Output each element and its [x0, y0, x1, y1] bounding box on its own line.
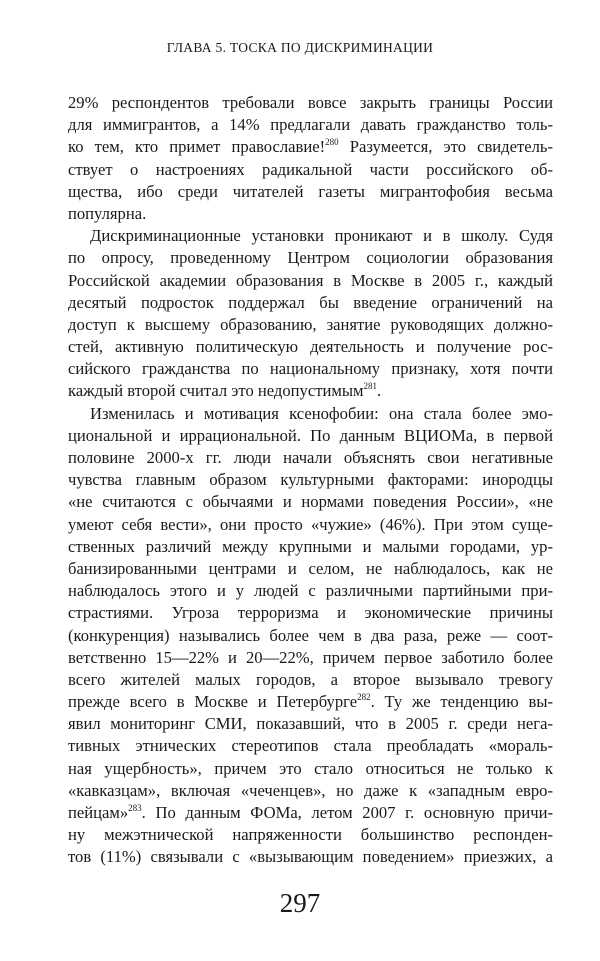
text-segment: . По данным ФОМа, летом 2007 г. основную причи-	[141, 803, 553, 822]
text-segment: . Ту же тенденцию вы-	[370, 692, 553, 712]
text-segment: .	[376, 381, 382, 401]
text-line	[68, 136, 553, 158]
text-line	[68, 314, 553, 336]
text-line	[68, 447, 553, 469]
text-line	[68, 580, 553, 602]
text-line	[68, 713, 553, 735]
text-line	[68, 558, 553, 580]
text-segment: (конкуренция) назывались более чем в два раза, реже — соот-	[68, 625, 553, 645]
text-line	[68, 380, 553, 402]
text-segment: «не считаются с обычаями и нормами поведения России», «не	[68, 492, 553, 512]
footnote-ref[interactable]: 282	[357, 692, 371, 703]
text-segment: Разумеется, это свидетель-	[338, 137, 553, 157]
text-line	[68, 159, 553, 181]
text-line	[68, 846, 553, 868]
text-segment: Российской академии образования в Москве в 2005 г., каждый	[68, 270, 553, 290]
text-segment: популярна.	[68, 203, 147, 223]
text-line	[68, 691, 553, 713]
text-segment: по опросу, проведенному Центром социологии образования	[68, 248, 553, 268]
text-line	[68, 225, 553, 247]
text-line	[68, 358, 553, 380]
text-segment: Дискриминационные установки проникают и в школу. Судя	[90, 226, 553, 246]
text-line	[68, 425, 553, 447]
text-segment: прежде всего в Москве и Петербурге	[68, 692, 358, 712]
text-segment: наблюдалось этого и у людей с различными партийными при-	[68, 581, 553, 601]
text-line	[68, 514, 553, 536]
text-segment: тивных этнических стереотипов стала преобладать «мораль-	[68, 736, 553, 756]
page-number: 297	[279, 888, 321, 918]
text-segment: сийского гражданства по национальному признаку, хотя почти	[68, 359, 553, 379]
text-line	[68, 336, 553, 358]
text-segment: для иммигрантов, а 14% предлагали давать гражданство толь-	[68, 115, 553, 135]
text-line	[68, 669, 553, 691]
text-segment: 29% респондентов требовали вовсе закрыть границы России	[68, 93, 553, 112]
text-segment: «кавказцам», включая «чеченцев», но даже к «западным евро-	[68, 780, 553, 800]
text-segment: всего жителей малых городов, а второе вызывало тревогу	[68, 669, 553, 689]
text-segment: умеют себя вести», они просто «чужие» (46%). При этом суще-	[68, 514, 553, 534]
text-segment: ная ущербность», причем это стало относиться не только к	[68, 758, 553, 778]
footnote-ref[interactable]: 280	[325, 137, 339, 148]
text-line	[68, 735, 553, 757]
text-segment: ну межэтнической напряженности большинство респонден-	[68, 825, 553, 845]
body-text	[68, 92, 553, 869]
text-segment: тов (11%) связывали с «вызывающим поведением» приезжих, а	[68, 847, 553, 867]
text-line	[68, 247, 553, 269]
text-line	[68, 114, 553, 136]
paragraph	[68, 225, 553, 403]
running-head: ГЛАВА 5. ТОСКА ПО ДИСКРИМИНАЦИИ	[166, 40, 434, 55]
text-segment: ственных различий между крупными и малыми городами, ур-	[68, 536, 553, 556]
text-segment: явил мониторинг СМИ, показавший, что в 2005 г. среди нега-	[68, 714, 553, 734]
text-line	[68, 625, 553, 647]
text-line	[68, 647, 553, 669]
text-line	[68, 602, 553, 624]
footnote-ref[interactable]: 281	[363, 381, 377, 392]
footnote-ref[interactable]: 283	[128, 803, 142, 813]
text-line	[68, 824, 553, 846]
text-segment: ствует о настроениях радикальной части российского об-	[68, 159, 553, 179]
text-segment: десятый подросток поддержал бы введение ограничений на	[68, 292, 553, 312]
paragraph	[68, 403, 553, 869]
text-line	[68, 758, 553, 780]
text-segment: циональной и иррациональной. По данным ВЦИОМа, в первой	[68, 425, 553, 445]
text-line	[68, 403, 553, 425]
text-line	[68, 491, 553, 513]
text-segment: ветственно 15—22% и 20—22%, причем первое заботило более	[68, 647, 553, 667]
text-line	[68, 270, 553, 292]
paragraph	[68, 92, 553, 225]
text-segment: чувства главным образом культурными факторами: инородцы	[68, 470, 553, 490]
text-segment: ко тем, кто примет православие!	[68, 137, 326, 157]
text-line	[68, 802, 553, 824]
text-line	[68, 181, 553, 203]
text-line	[68, 292, 553, 314]
text-segment: Изменилась и мотивация ксенофобии: она стала более эмо-	[90, 403, 553, 423]
text-line	[68, 469, 553, 491]
text-line	[68, 92, 553, 114]
text-segment: банизированными центрами и селом, не наблюдалось, как не	[68, 558, 553, 578]
text-segment: щества, ибо среди читателей газеты мигрантофобия весьма	[68, 181, 553, 201]
text-segment: страстиями. Угроза терроризма и экономические причины	[68, 603, 553, 623]
text-line	[68, 780, 553, 802]
text-segment: стей, активную политическую деятельность и получение рос-	[68, 337, 553, 357]
text-segment: доступ к высшему образованию, занятие руководящих должно-	[68, 314, 553, 334]
text-line	[68, 203, 553, 225]
text-segment: половине 2000-х гг. люди начали объяснять свои негативные	[68, 448, 553, 467]
text-line	[68, 536, 553, 558]
text-segment: каждый второй считал это недопустимым	[68, 381, 364, 401]
text-segment: пейцам»	[68, 803, 129, 822]
